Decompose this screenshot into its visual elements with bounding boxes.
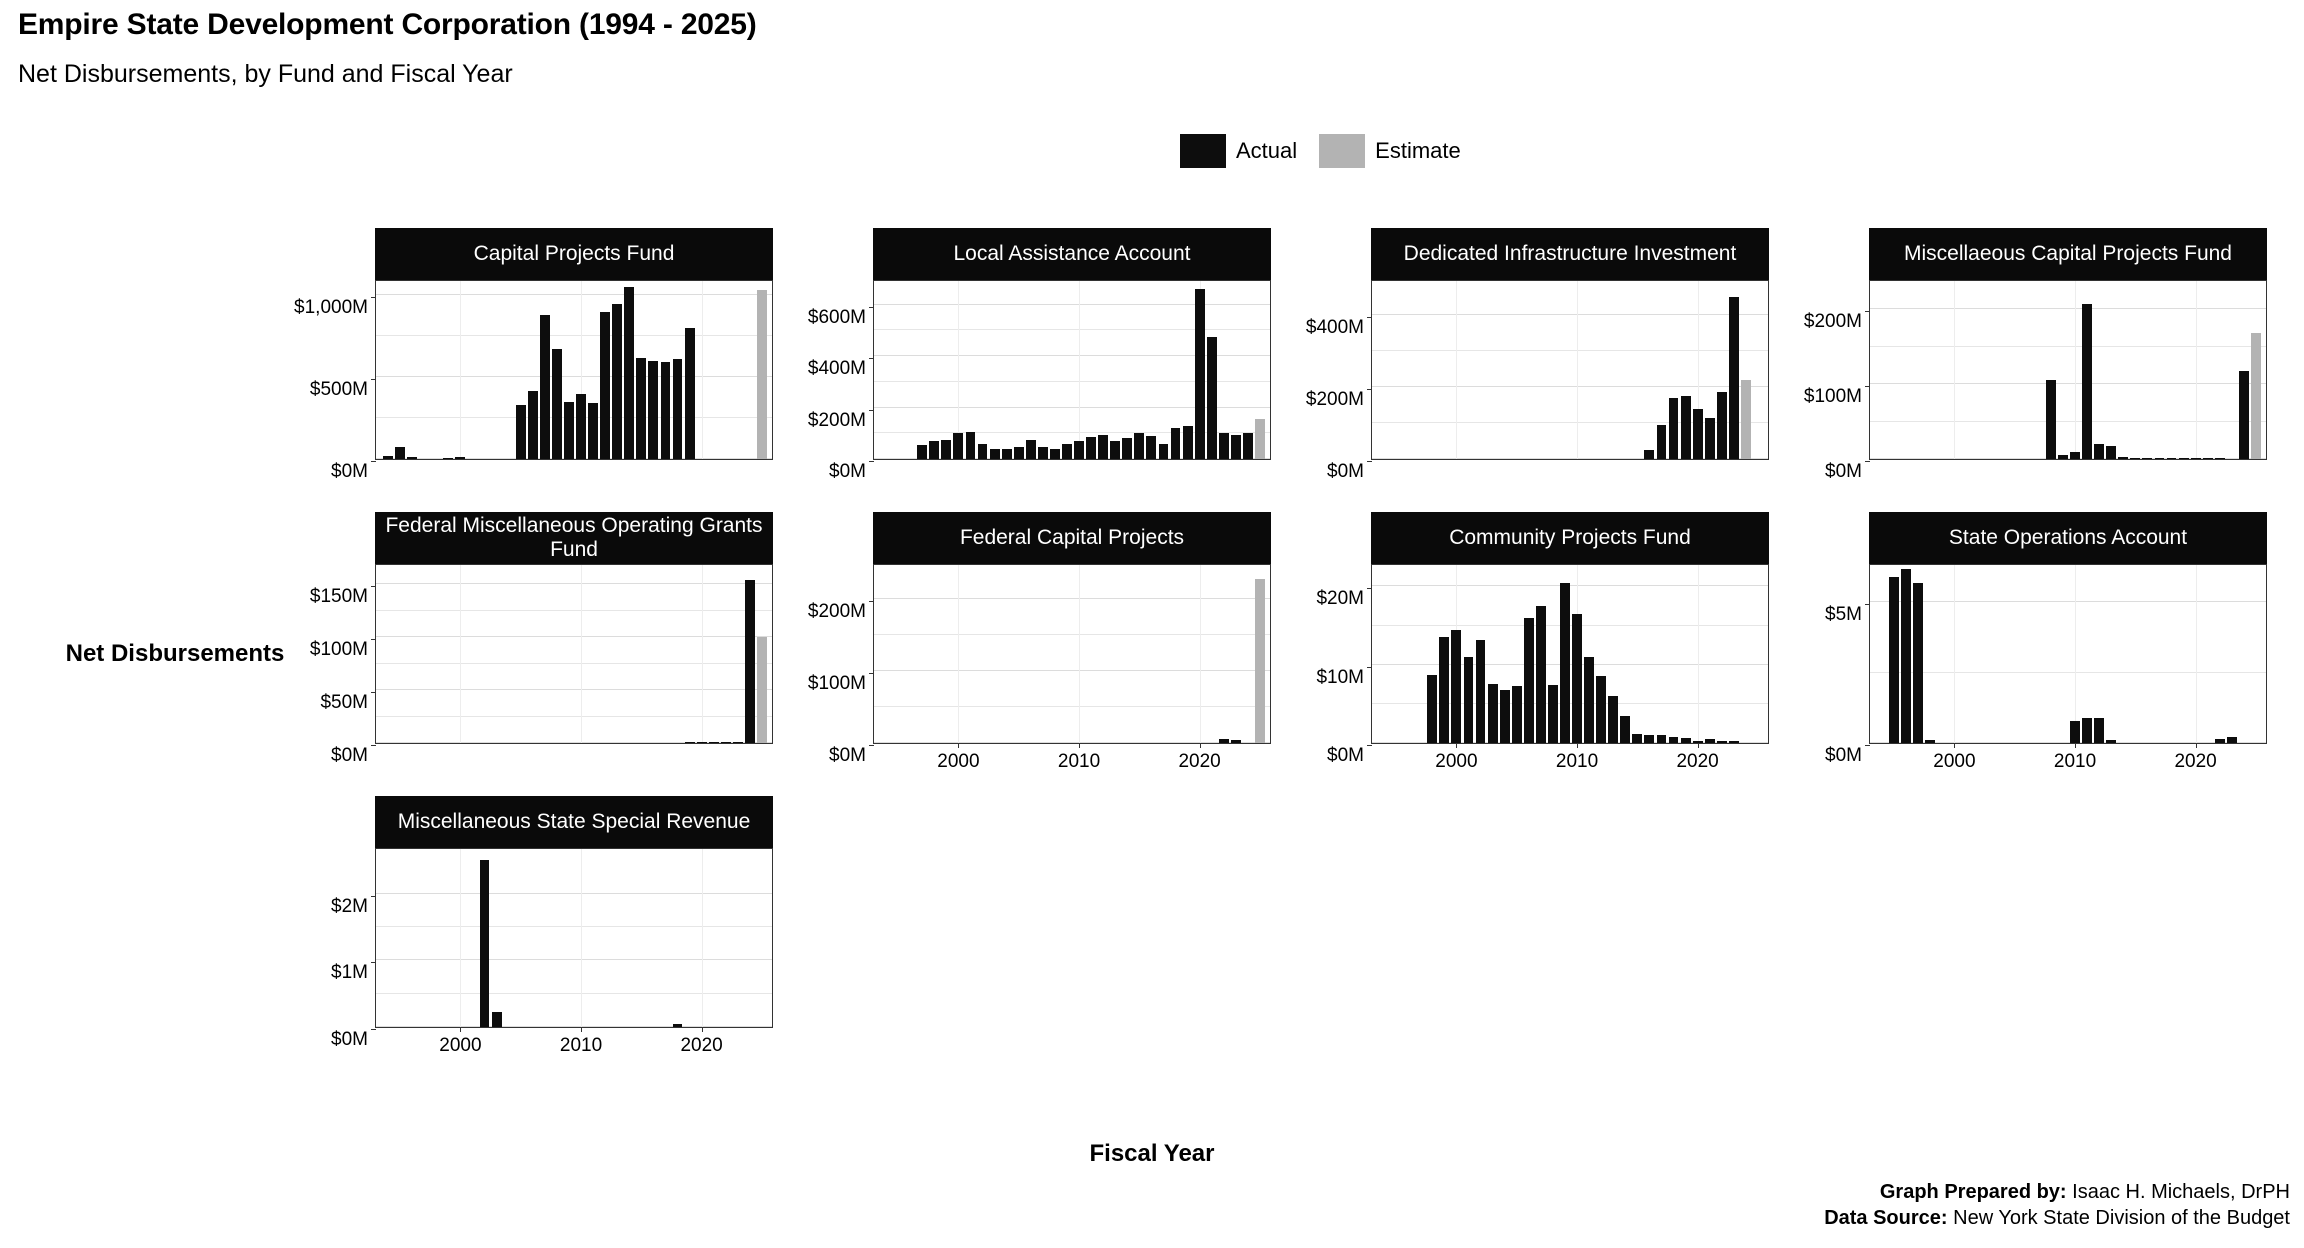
bar-actual (1110, 441, 1120, 459)
gridline-vertical (460, 565, 461, 743)
gridline-horizontal (1870, 383, 2266, 384)
bar-actual (1500, 690, 1510, 743)
bar-actual (2118, 457, 2128, 459)
bar-actual (2191, 458, 2201, 460)
bar-actual (2130, 458, 2140, 460)
gridline-vertical (2075, 281, 2076, 459)
gridline-horizontal-minor (1372, 625, 1768, 626)
gridline-horizontal-minor (376, 335, 772, 336)
bar-actual (2215, 458, 2225, 460)
x-tick-mark (2196, 743, 2197, 748)
y-tick-mark (869, 673, 874, 674)
gridline-horizontal (1372, 585, 1768, 586)
bar-actual (407, 457, 417, 459)
bar-actual (516, 405, 526, 459)
bar-actual (2155, 458, 2165, 460)
gridline-vertical (1456, 281, 1457, 459)
bar-actual (721, 742, 731, 744)
y-axis-title: Net Disbursements (65, 640, 285, 667)
bar-estimate (2251, 333, 2261, 459)
bar-actual (564, 402, 574, 459)
gridline-horizontal-minor (1870, 421, 2266, 422)
x-tick-label: 2010 (559, 1035, 603, 1056)
figure-caption (1824, 1180, 2290, 1231)
x-tick-mark (1456, 743, 1457, 748)
bar-actual (480, 860, 490, 1027)
bar-actual (1195, 289, 1205, 459)
bar-actual (1134, 433, 1144, 459)
bar-actual (673, 359, 683, 459)
bar-actual (1681, 396, 1691, 459)
y-tick-mark (869, 745, 874, 746)
gridline-horizontal-minor (874, 329, 1270, 330)
gridline-vertical (958, 565, 959, 743)
facet-strip-label: State Operations Account (1869, 512, 2267, 564)
y-tick-mark (371, 461, 376, 462)
gridline-horizontal (874, 742, 1270, 743)
bar-actual (2070, 452, 2080, 460)
x-tick-label: 2020 (1178, 751, 1221, 772)
x-tick-label: 2000 (439, 1035, 482, 1056)
gridline-horizontal (874, 598, 1270, 599)
facet-strip-label: Federal Capital Projects (873, 512, 1271, 564)
y-tick-mark (1367, 667, 1372, 668)
plot-area: $0M $50M $100M $150M (375, 564, 773, 744)
gridline-horizontal-minor (376, 926, 772, 927)
x-tick-mark (1698, 743, 1699, 748)
bar-actual (576, 394, 586, 459)
bar-actual (673, 1024, 683, 1027)
legend (1180, 134, 1461, 168)
y-tick-mark (371, 962, 376, 963)
gridline-horizontal (376, 458, 772, 459)
y-tick-mark (371, 639, 376, 640)
x-tick-label: 2000 (1435, 751, 1478, 772)
bar-actual (1219, 433, 1229, 459)
y-tick-mark (1367, 461, 1372, 462)
bar-actual (1439, 637, 1449, 743)
legend-item-estimate (1319, 134, 1461, 168)
bar-actual (636, 358, 646, 459)
bar-actual (1705, 418, 1715, 459)
bar-actual (1584, 657, 1594, 743)
facet-panel (807, 228, 1271, 482)
bar-actual (1488, 684, 1498, 743)
bar-actual (941, 440, 951, 459)
gridline-horizontal-minor (376, 716, 772, 717)
legend-label-actual: Actual (1236, 138, 1298, 163)
plot-area: $0M $100M $200M 2000 2010 2020 (873, 564, 1271, 744)
bar-actual (1657, 735, 1667, 743)
facet-panel (1305, 228, 1769, 482)
y-tick-mark (869, 601, 874, 602)
gridline-vertical (1954, 281, 1955, 459)
y-tick-mark (1865, 604, 1870, 605)
x-tick-mark (460, 1027, 461, 1032)
bar-actual (1705, 739, 1715, 743)
bar-actual (1476, 640, 1486, 743)
y-tick-mark (371, 745, 376, 746)
bar-actual (612, 304, 622, 459)
bar-actual (966, 432, 976, 459)
bar-actual (1207, 337, 1217, 459)
bar-actual (1620, 716, 1630, 743)
y-tick-mark (869, 410, 874, 411)
bar-actual (1464, 657, 1474, 743)
bar-actual (1548, 685, 1558, 743)
x-tick-label: 2020 (680, 1035, 723, 1056)
gridline-horizontal (376, 583, 772, 584)
bar-actual (2082, 718, 2092, 743)
y-tick-mark (869, 358, 874, 359)
bar-actual (455, 457, 465, 459)
facet-panel (294, 228, 773, 482)
gridline-horizontal (1870, 601, 2266, 602)
bar-actual (745, 580, 755, 743)
bar-actual (600, 312, 610, 459)
y-tick-mark (1367, 389, 1372, 390)
gridline-horizontal-minor (376, 663, 772, 664)
gridline-horizontal (376, 689, 772, 690)
facet-panel (331, 796, 773, 1056)
x-tick-label: 2010 (2053, 751, 2097, 772)
y-tick-mark (371, 586, 376, 587)
page-subtitle: Net Disbursements, by Fund and Fiscal Year (18, 60, 513, 88)
bar-actual (1536, 606, 1546, 743)
bar-actual (2094, 718, 2104, 743)
bar-actual (1231, 740, 1241, 743)
bar-actual (661, 362, 671, 459)
bar-actual (1146, 436, 1156, 459)
bar-actual (540, 315, 550, 459)
facet-strip-label: Miscellaneous State Special Revenue (375, 796, 773, 848)
x-tick-mark (702, 1027, 703, 1032)
x-tick-mark (1577, 743, 1578, 748)
bar-actual (2215, 739, 2225, 743)
bar-actual (1717, 741, 1727, 743)
gridline-vertical (1079, 565, 1080, 743)
x-tick-mark (1079, 743, 1080, 748)
y-tick-mark (371, 1029, 376, 1030)
bar-actual (648, 361, 658, 459)
bar-actual (2142, 458, 2152, 460)
bar-actual (1243, 433, 1253, 459)
caption-data-source (1824, 1206, 2290, 1232)
y-tick-mark (1367, 317, 1372, 318)
x-tick-label: 2000 (1933, 751, 1976, 772)
bar-actual (552, 349, 562, 459)
gridline-vertical (1577, 281, 1578, 459)
gridline-horizontal-minor (1870, 672, 2266, 673)
bar-actual (1231, 435, 1241, 459)
caption-data-source-label: Data Source: (1824, 1206, 1948, 1229)
bar-actual (1657, 425, 1667, 459)
plot-area: $0M $200M $400M (1371, 280, 1769, 460)
legend-swatch-estimate (1319, 134, 1365, 168)
x-tick-mark (1200, 743, 1201, 748)
bar-actual (1729, 741, 1739, 743)
facet-strip-label: Capital Projects Fund (375, 228, 773, 280)
bar-actual (2046, 380, 2056, 459)
bar-actual (1002, 449, 1012, 459)
bar-actual (1098, 435, 1108, 459)
bar-estimate (1741, 380, 1751, 459)
bar-actual (588, 403, 598, 459)
bar-actual (1062, 444, 1072, 459)
bar-actual (1512, 686, 1522, 743)
gridline-vertical (581, 849, 582, 1027)
bar-actual (2106, 446, 2116, 460)
bar-actual (1159, 444, 1169, 459)
x-tick-mark (2075, 743, 2076, 748)
facet-strip-label: Dedicated Infrastructure Investment (1371, 228, 1769, 280)
y-tick-mark (1865, 386, 1870, 387)
gridline-horizontal-minor (874, 706, 1270, 707)
bar-estimate (757, 290, 767, 459)
facet-panel (1825, 512, 2267, 772)
y-tick-mark (1865, 461, 1870, 462)
bar-actual (1669, 398, 1679, 459)
bar-actual (1560, 583, 1570, 743)
bar-actual (1693, 409, 1703, 459)
bar-actual (1171, 428, 1181, 459)
bar-actual (733, 742, 743, 744)
bar-estimate (1255, 419, 1265, 459)
bar-actual (1632, 734, 1642, 743)
bar-actual (1086, 437, 1096, 459)
bar-actual (709, 742, 719, 744)
bar-actual (383, 456, 393, 459)
bar-actual (2167, 458, 2177, 460)
gridline-vertical (702, 281, 703, 459)
x-tick-label: 2010 (1057, 751, 1101, 772)
bar-actual (1644, 735, 1654, 743)
bar-actual (2227, 737, 2237, 743)
gridline-vertical (1954, 565, 1955, 743)
plot-area: $0M $5M 2000 2010 2020 (1869, 564, 2267, 744)
x-tick-mark (958, 743, 959, 748)
gridline-horizontal-minor (376, 417, 772, 418)
bar-actual (978, 444, 988, 459)
legend-swatch-actual (1180, 134, 1226, 168)
gridline-horizontal (1372, 664, 1768, 665)
y-tick-mark (869, 307, 874, 308)
y-tick-mark (1367, 588, 1372, 589)
y-tick-mark (869, 461, 874, 462)
gridline-horizontal-minor (376, 610, 772, 611)
bar-estimate (1255, 579, 1265, 743)
bar-actual (2239, 371, 2249, 460)
y-tick-mark (1865, 311, 1870, 312)
plot-area: $0M $200M $400M $600M (873, 280, 1271, 460)
caption-prepared-by-label: Graph Prepared by: (1879, 1181, 2067, 1203)
gridline-horizontal (1372, 314, 1768, 315)
gridline-vertical (702, 565, 703, 743)
facet-panel (309, 512, 773, 766)
bar-actual (953, 433, 963, 459)
caption-prepared-by (1824, 1180, 2290, 1206)
bar-actual (1717, 392, 1727, 459)
x-tick-label: 2010 (1555, 751, 1599, 772)
gridline-vertical (1200, 565, 1201, 743)
bar-actual (929, 441, 939, 459)
bar-actual (2203, 458, 2213, 460)
gridline-horizontal-minor (1870, 346, 2266, 347)
bar-actual (2070, 721, 2080, 744)
y-tick-mark (371, 692, 376, 693)
bar-actual (1596, 676, 1606, 743)
plot-area: $0M $100M $200M (1869, 280, 2267, 460)
bar-actual (1729, 297, 1739, 459)
bar-actual (1014, 447, 1024, 459)
bar-actual (395, 447, 405, 459)
plot-area: $0M $500M $1,000M (375, 280, 773, 460)
bar-actual (1524, 618, 1534, 743)
gridline-horizontal (376, 1026, 772, 1027)
facet-strip-label: Miscellaeous Capital Projects Fund (1869, 228, 2267, 280)
x-axis-title: Fiscal Year (1089, 1140, 1215, 1167)
bar-actual (624, 287, 634, 459)
bar-actual (1889, 577, 1899, 743)
x-tick-label: 2020 (1676, 751, 1719, 772)
bar-actual (528, 391, 538, 459)
gridline-horizontal-minor (376, 993, 772, 994)
y-tick-mark (371, 297, 376, 298)
gridline-vertical (1698, 565, 1699, 743)
bar-actual (685, 742, 695, 744)
gridline-vertical (460, 849, 461, 1027)
gridline-horizontal (376, 959, 772, 960)
bar-actual (685, 328, 695, 459)
bar-actual (1913, 583, 1923, 743)
gridline-vertical (958, 281, 959, 459)
y-tick-mark (371, 379, 376, 380)
facet-strip-label: Community Projects Fund (1371, 512, 1769, 564)
caption-data-source-value: New York State Division of the Budget (1953, 1206, 2290, 1229)
bar-actual (1901, 569, 1911, 743)
bar-estimate (757, 637, 767, 743)
facet-panel (1316, 512, 1769, 772)
bar-actual (443, 458, 453, 460)
gridline-vertical (702, 849, 703, 1027)
bar-actual (2179, 458, 2189, 460)
bar-actual (917, 445, 927, 459)
bar-actual (1122, 438, 1132, 459)
gridline-vertical (1079, 281, 1080, 459)
bar-actual (1451, 630, 1461, 743)
facet-strip-label: Federal Miscellaneous Operating Grants Fund (375, 512, 773, 564)
x-tick-mark (1954, 743, 1955, 748)
gridline-horizontal (874, 304, 1270, 305)
y-tick-mark (1865, 745, 1870, 746)
page-title: Empire State Development Corporation (1994 - 2025) (18, 8, 757, 41)
x-tick-label: 2000 (937, 751, 980, 772)
gridline-vertical (2196, 281, 2197, 459)
gridline-vertical (581, 565, 582, 743)
bar-actual (697, 742, 707, 744)
gridline-vertical (2196, 565, 2197, 743)
gridline-horizontal (874, 670, 1270, 671)
bar-actual (1219, 739, 1229, 743)
bar-actual (1669, 737, 1679, 743)
bar-actual (1925, 740, 1935, 743)
bar-actual (1183, 426, 1193, 459)
bar-actual (492, 1012, 502, 1027)
bar-actual (1050, 449, 1060, 459)
gridline-horizontal (376, 893, 772, 894)
legend-label-estimate: Estimate (1375, 138, 1461, 163)
x-tick-label: 2020 (2174, 751, 2217, 772)
bar-actual (1074, 441, 1084, 459)
bar-actual (1038, 447, 1048, 459)
y-tick-mark (1367, 745, 1372, 746)
bar-actual (1608, 696, 1618, 743)
gridline-vertical (2075, 565, 2076, 743)
bar-actual (1026, 440, 1036, 459)
facet-panel (1803, 228, 2267, 482)
gridline-horizontal (1870, 308, 2266, 309)
gridline-horizontal-minor (874, 634, 1270, 635)
facet-panel (807, 512, 1271, 772)
gridline-horizontal-minor (1372, 350, 1768, 351)
x-tick-mark (581, 1027, 582, 1032)
gridline-horizontal (1372, 386, 1768, 387)
facet-strip-label: Local Assistance Account (873, 228, 1271, 280)
gridline-vertical (460, 281, 461, 459)
y-tick-mark (371, 896, 376, 897)
gridline-horizontal (376, 376, 772, 377)
bar-actual (2082, 304, 2092, 459)
bar-actual (2094, 444, 2104, 459)
bar-actual (1644, 450, 1654, 459)
legend-item-actual (1180, 134, 1297, 168)
caption-prepared-by-value: Isaac H. Michaels, DrPH (2072, 1181, 2290, 1203)
gridline-horizontal (376, 294, 772, 295)
bar-actual (1572, 614, 1582, 743)
plot-area: $0M $10M $20M 2000 2010 2020 (1371, 564, 1769, 744)
bar-actual (2106, 740, 2116, 743)
bar-actual (1681, 738, 1691, 743)
gridline-horizontal (376, 636, 772, 637)
plot-area: $0M $1M $2M 2000 2010 2020 (375, 848, 773, 1028)
bar-actual (1427, 675, 1437, 743)
bar-actual (990, 449, 1000, 459)
bar-actual (2058, 455, 2068, 459)
